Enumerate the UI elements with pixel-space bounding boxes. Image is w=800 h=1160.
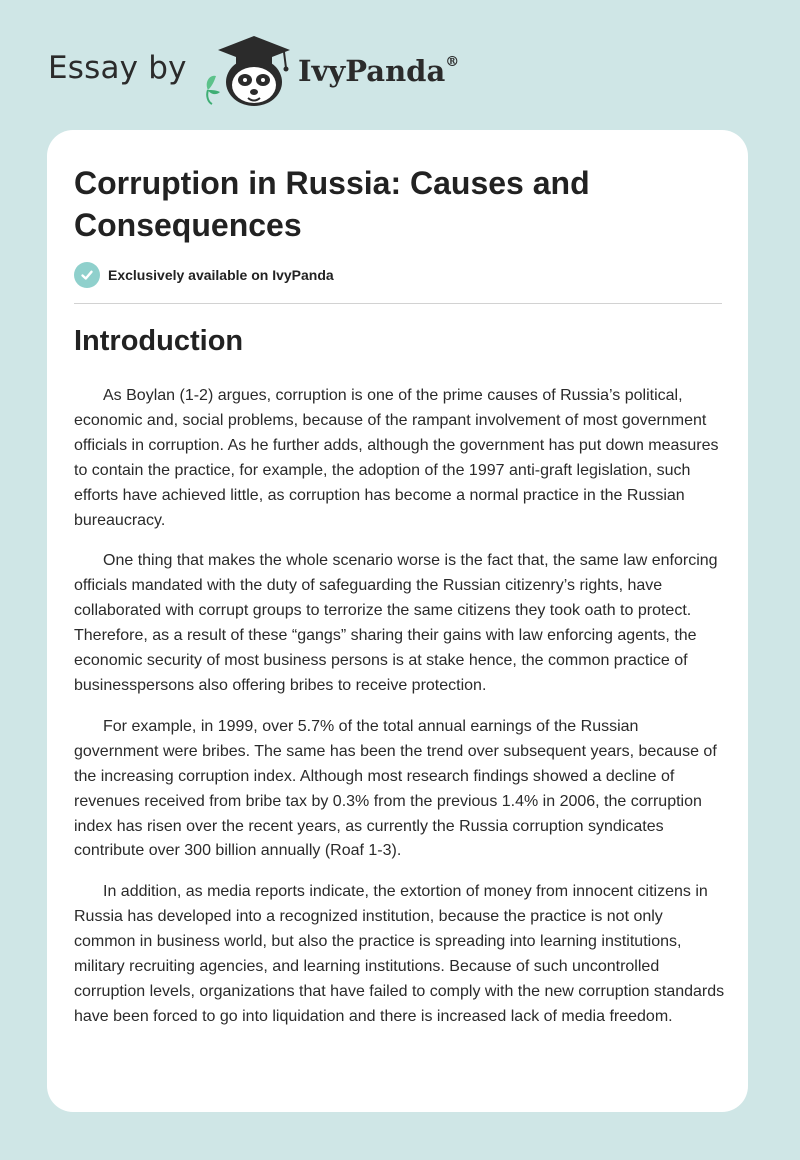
checkmark-badge-icon (74, 262, 100, 288)
site-header (0, 0, 800, 130)
paragraph: For example, in 1999, over 5.7% of the total annual earnings of the Russian government were bribes. The same has been the trend over subsequent years, because of the increasing corruption index. Although most research findings showed a decline of revenues received from bribe tax by 0.3% from the previous 1.4% in 2006, the corruption index has risen over the recent years, as currently the Russia corruption syndicates contribute over 300 billion annually (Roaf 1-3). (74, 717, 717, 860)
essay-card (47, 130, 748, 1112)
essay-by-label: Essay by (48, 50, 187, 86)
ivy-leaf-icon (207, 76, 220, 104)
exclusive-label: Exclusively available on IvyPanda (108, 267, 334, 283)
essay-body (74, 384, 726, 1046)
exclusive-badge (74, 262, 334, 288)
panda-logo-icon[interactable] (200, 30, 296, 110)
page-title: Corruption in Russia: Causes and Consequences (74, 165, 590, 243)
section-heading-introduction: Introduction (74, 325, 244, 357)
divider (74, 303, 722, 304)
brand-name[interactable] (298, 54, 459, 88)
brand-name-text: IvyPanda (298, 54, 446, 88)
paragraph: In addition, as media reports indicate, the extortion of money from innocent citizens in Russia has developed into a recognized institution, because the practice is not only common in business world, but also the practice is spreading into learning institutions, military recruiting agencies, and learning institutions. Because of such uncontrolled corruption levels, organizations that have failed to comply with the new corruption standards have been forced to go into liquidation and there is increased lack of media freedom. (74, 883, 725, 1025)
paragraph: As Boylan (1-2) argues, corruption is one of the prime causes of Russia’s political, economic and, social problems, because of the rampant involvement of most government officials in corruption. As he further adds, although the government has put down measures to contain the practice, for example, the adoption of the 1997 anti-graft legislation, such efforts have achieved little, as corruption has become a normal practice in the Russian bureaucracy. (74, 387, 719, 529)
paragraph: One thing that makes the whole scenario worse is the fact that, the same law enforcing officials mandated with the duty of safeguarding the Russian citizenry’s rights, have collaborated with corrupt groups to terrorize the same citizens they took oath to protect. Therefore, as a result of these “gangs” sharing their gains with law enforcing agents, the economic security of most business persons is at stake hence, the common practice of businesspersons also offering bribes to receive protection. (74, 552, 718, 694)
registered-mark: ® (445, 54, 460, 71)
